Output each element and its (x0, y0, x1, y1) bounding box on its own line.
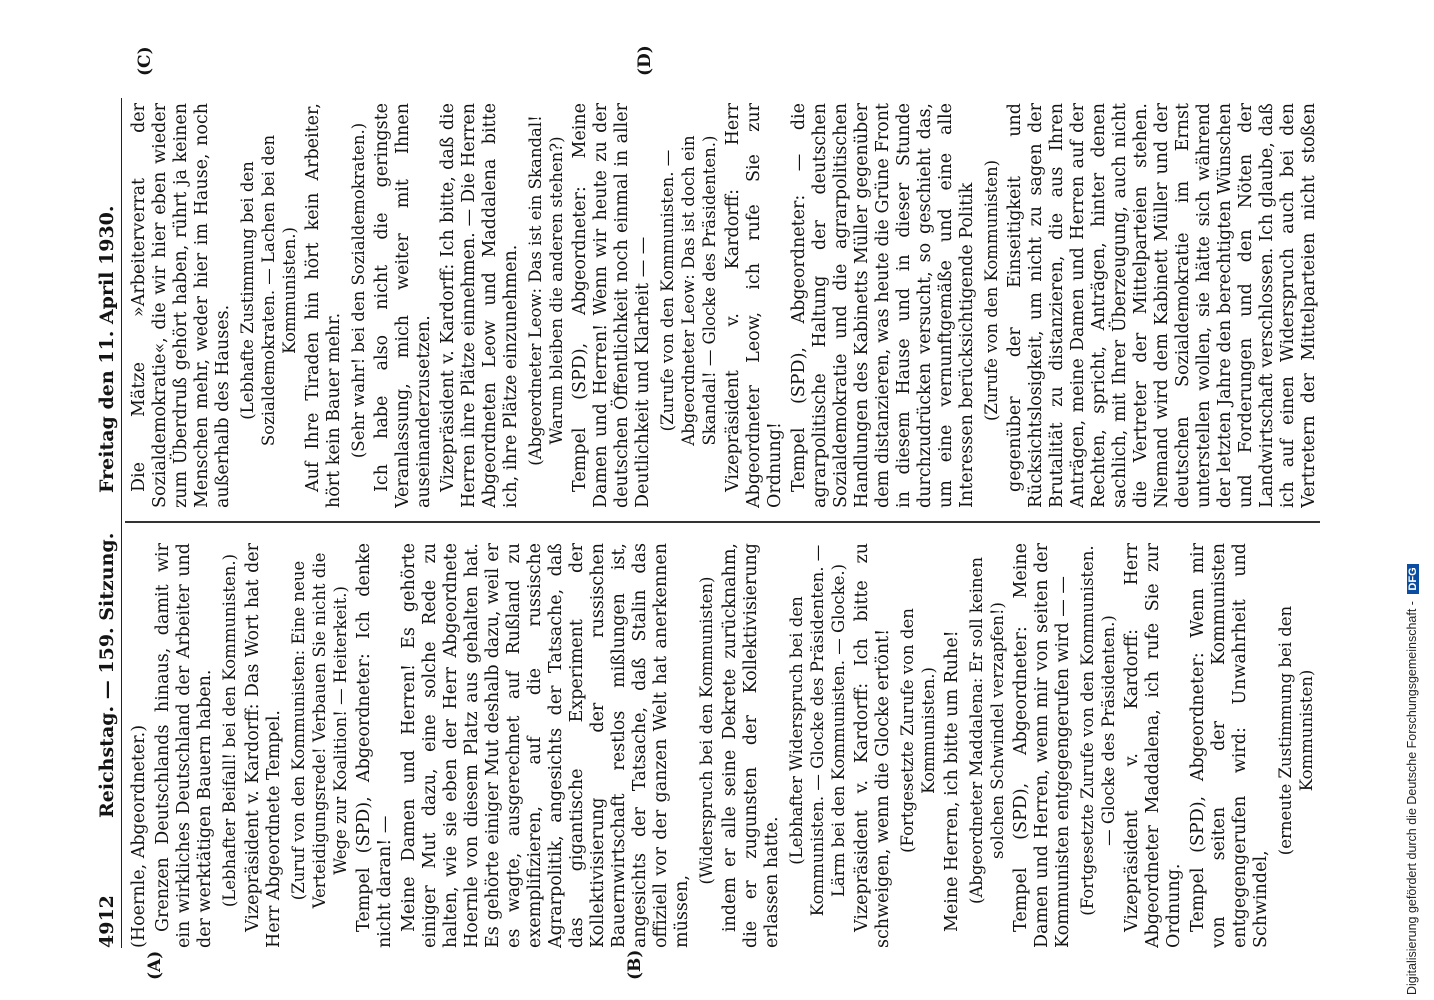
interjection: (Lebhafter Beifall! bei den Kommunisten.) (220, 553, 239, 908)
paragraph: Die Mätze »Arbeiterverrat der Sozialdemokratie«, die wir hier eben wieder zum Überdruß gehört haben, rührt ja keinen Menschen mehr, weder hier im Hause, noch außerhalb des Hauses. (129, 103, 233, 508)
running-head-session: Reichstag. — 159. Sitzung. (96, 532, 118, 818)
paragraph: Vizepräsident v. Kardorff: Ich bitte zu schweigen, wenn die Glocke ertönt! (852, 543, 893, 948)
interjection: (Zurufe von den Kommunisten. — Abgeordneter Leow: Das ist doch ein Skandal! — Glocke des Präsidenten.) (658, 135, 719, 446)
paragraph: Grenzen Deutschlands hinaus, damit wir ein wirkliches Deutschland der Arbeiter und der werktätigen Bauern haben. (153, 543, 215, 948)
margin-marker-d: (D) (635, 45, 655, 76)
interjection: (Lebhafter Widerspruch bei den Kommunisten. — Glocke des Präsidenten. — Lärm bei den Kommunisten. — Glocke.) (787, 544, 848, 917)
running-head-date: Freitag den 11. April 1930. (96, 205, 118, 493)
dfg-logo: DFG (1407, 564, 1419, 593)
paragraph: Auf Ihre Tiraden hin hört kein Arbeiter, hört kein Bauer mehr. (303, 103, 344, 508)
interjection: (Sehr wahr! bei den Sozialdemokraten.) (349, 122, 368, 459)
interjection: (Zurufe von den Kommunisten) (982, 159, 1001, 422)
interjection: (Fortgesetzte Zurufe von den Kommunisten. — Glocke des Präsidenten.) (1078, 545, 1118, 916)
paragraph: Vizepräsident v. Kardorff: Herr Abgeordneter Leow, ich rufe Sie zur Ordnung! (723, 103, 785, 508)
margin-marker-a: (A) (145, 950, 165, 980)
paragraph: Tempel (SPD), Abgeordneter: Ich denke nicht daran! — (354, 543, 395, 948)
paragraph: Ich habe also nicht die geringste Veranlassung, mich weiter mit Ihnen auseinanderzusetzen. (372, 103, 434, 508)
margin-marker-c: (C) (135, 46, 155, 76)
page-number: 4912 (96, 895, 118, 948)
interjection: (Lebhafte Zustimmung bei den Sozialdemokraten. — Lachen bei den Kommunisten.) (238, 134, 299, 447)
interjection: (Fortgesetzte Zurufe von den Kommunisten.) (898, 608, 938, 853)
paragraph: Meine Herren, ich bitte um Ruhe! (942, 630, 962, 932)
page-content (95, 45, 1320, 980)
paragraph: Tempel (SPD), Abgeordneter: — die agrarpolitische Haltung der deutschen Sozialdemokratie und die agrarpolitischen Handlungen des Kabinetts Müller gegenüber dem distanzieren, was heute die Grüne Front in diesem Hause und in dieser Stunde durchzudrücken versucht, so geschieht das, um eine vernunftgemäße und eine alle Interessen berücksichtigende Politik (789, 103, 977, 508)
interjection: (Zuruf von den Kommunisten: Eine neue Verteidigungsrede! Verbauen Sie nicht die Wege zur Koalition! — Heiterkeit.) (289, 552, 350, 909)
column-divider (125, 522, 1320, 524)
paragraph: Tempel (SPD), Abgeordneter: Meine Damen und Herren, wenn mir von seiten der Kommunisten entgegengerufen wird — — (1011, 543, 1073, 948)
digitization-note-text: Digitalisierung gefördert durch die Deutsche Forschungsgemeinschaft - (1405, 601, 1419, 995)
left-column (129, 543, 1319, 948)
digitization-note (1405, 5, 1425, 995)
paragraph: Vizepräsident v. Kardorff: Das Wort hat der Herr Abgeordnete Tempel. (243, 543, 284, 948)
paragraph: Meine Damen und Herren! Es gehörte einiger Mut dazu, eine solche Rede zu halten, wie sie eben der Herr Abgeordnete Hoernle von diesem Platz aus gehalten hat. Es gehörte einiger Mut deshalb dazu, weil er es wagte, ausgerechnet auf Rußland zu exemplifizieren, auf die russische Agrarpolitik, angesichts der Tatsache, daß das gigantische Experiment der Kollektivisierung der russischen Bauernwirtschaft restlos mißlungen ist, angesichts der Tatsache, daß Stalin das offiziell vor der ganzen Welt hat anerkennen müssen, (399, 543, 692, 948)
speaker-tag: (Hoernle, Abgeordneter.) (129, 724, 149, 948)
interjection: (Widerspruch bei den Kommunisten) (697, 576, 716, 885)
paragraph: Tempel (SPD), Abgeordneter: Meine Damen und Herren! Wenn wir heute zu der deutschen Öffentlichkeit noch einmal in aller Deutlichkeit und Klarheit — — (570, 103, 653, 508)
interjection: (erneute Zustimmung bei den Kommunisten) (1276, 605, 1316, 856)
running-head (95, 98, 122, 948)
paragraph: indem er alle seine Dekrete zurücknahm, die er zugunsten der Kollektivisierung erlassen hatte. (720, 543, 782, 948)
paragraph: Tempel (SPD), Abgeordneter: Wenn mir von seiten der Kommunisten entgegengerufen wird: Unwahrheit und Schwindel, (1188, 543, 1271, 948)
paragraph: Vizepräsident v. Kardorff: Ich bitte, daß die Herren ihre Plätze einnehmen. — Die Herren Abgeordneten Leow und Maddalena bitte ich, ihre Plätze einzunehmen. (438, 103, 521, 508)
right-column (129, 103, 1319, 508)
interjection: (Abgeordneter Leow: Das ist ein Skandal! Warum bleiben die anderen stehen?) (526, 115, 566, 466)
paragraph: gegenüber der Einseitigkeit und Rücksichtslosigkeit, um nicht zu sagen der Brutalität zu distanzieren, die aus Ihren Anträgen, meine Damen und Herren auf der Rechten, spricht, Anträgen, hinter denen sachlich, mit Ihrer Überzeugung, auch nicht die Vertreter der Mittelparteien stehen. Niemand wird dem Kabinett Müller und der deutschen Sozialdemokratie im Ernst unterstellen wollen, sie hätte sich während der letzten Jahre den berechtigten Wünschen und Forderungen und den Nöten der Landwirtschaft verschlossen. Ich glaube, daß ich auf einen Widerspruch auch bei den Vertretern der Mittelparteien nicht stoßen (1005, 103, 1319, 508)
paragraph: Vizepräsident v. Kardorff: Herr Abgeordneter Maddalena, ich rufe Sie zur Ordnung. (1122, 543, 1184, 948)
interjection: (Abgeordneter Maddalena: Er soll keinen solchen Schwindel verzapfen!) (967, 557, 1007, 904)
margin-marker-b: (B) (625, 949, 645, 980)
